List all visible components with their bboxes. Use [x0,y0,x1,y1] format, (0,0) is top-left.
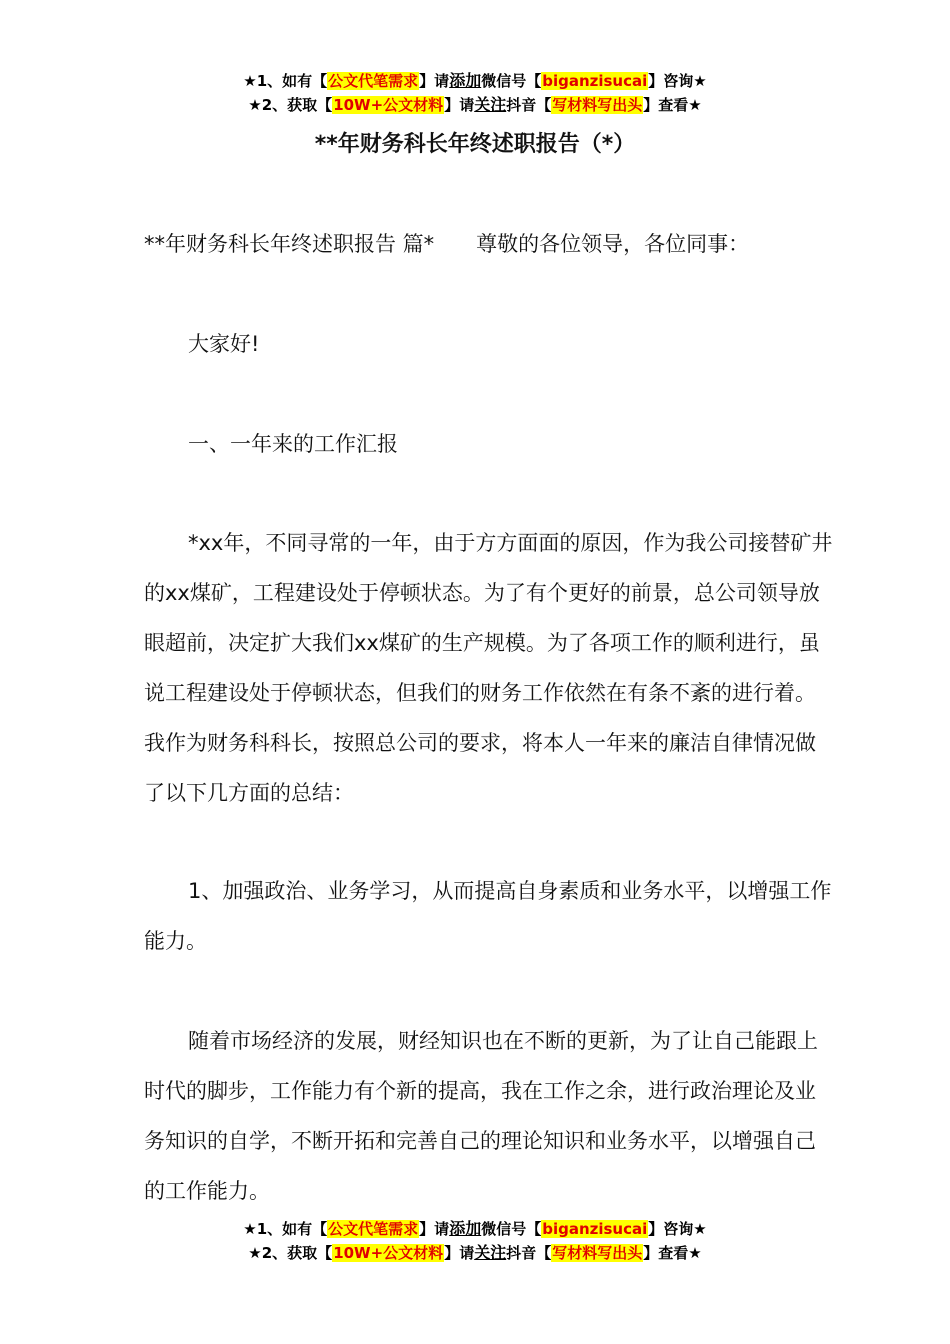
banner-text: ★1、如有【 [243,72,328,90]
banner-text: 】咨询★ [648,72,707,90]
banner-text: 】请 [419,1220,450,1238]
banner-line-2 [0,1241,950,1265]
banner-highlight: 10W+公文材料 [333,96,444,114]
banner-underline: 添加 [449,71,482,90]
banner-highlight: 公文代笔需求 [328,72,419,90]
banner-underline: 添加 [449,1219,482,1238]
banner-underline: 关注 [474,95,507,114]
banner-highlight: 写材料写出头 [552,96,643,114]
banner-text: 】请 [444,96,475,114]
footer-banner [0,1217,950,1265]
banner-text: ★2、获取【 [248,1244,333,1262]
greeting: 大家好! [188,332,260,356]
banner-highlight: 公文代笔需求 [328,1220,419,1238]
banner-line-2 [0,93,950,117]
banner-highlight: 写材料写出头 [552,1244,643,1262]
banner-text: 抖音【 [506,1244,552,1262]
banner-text: 】咨询★ [648,1220,707,1238]
banner-highlight: biganzisucai [542,72,648,90]
body-paragraph: *xx年，不同寻常的一年，由于方方面面的原因，作为我公司接替矿井的xx煤矿，工程建设处于停顿状态。为了有个更好的前景，总公司领导放眼超前，决定扩大我们xx煤矿的生产规模。为了各项工作的顺利进行，虽说工程建设处于停顿状态，但我们的财务工作依然在有条不紊的进行着。我作为财务科科长，按照总公司的要求，将本人一年来的廉洁自律情况做了以下几方面的总结： [144,531,833,805]
intro-line: **年财务科长年终述职报告 篇* 尊敬的各位领导，各位同事： [144,232,750,256]
banner-text: 微信号【 [481,1220,542,1238]
banner-text: 】查看★ [643,1244,702,1262]
banner-text: ★1、如有【 [243,1220,328,1238]
banner-text: 】请 [444,1244,475,1262]
body-paragraph: 随着市场经济的发展，财经知识也在不断的更新，为了让自己能跟上时代的脚步，工作能力有个新的提高，我在工作之余，进行政治理论及业务知识的自学，不断开拓和完善自己的理论知识和业务水平，以增强自己的工作能力。 [144,1029,818,1203]
banner-highlight: biganzisucai [542,1220,648,1238]
banner-line-1 [0,1217,950,1241]
section-heading: 一、一年来的工作汇报 [188,432,398,456]
banner-underline: 关注 [474,1243,507,1262]
banner-text: 微信号【 [481,72,542,90]
list-item: 1、加强政治、业务学习，从而提高自身素质和业务水平，以增强工作能力。 [144,879,832,953]
banner-highlight: 10W+公文材料 [333,1244,444,1262]
banner-line-1 [0,69,950,93]
banner-text: 抖音【 [506,96,552,114]
document-title: **年财务科长年终述职报告（*） [314,132,636,157]
banner-text: 】查看★ [643,96,702,114]
banner-text: 】请 [419,72,450,90]
header-banner [0,69,950,117]
banner-text: ★2、获取【 [248,96,333,114]
